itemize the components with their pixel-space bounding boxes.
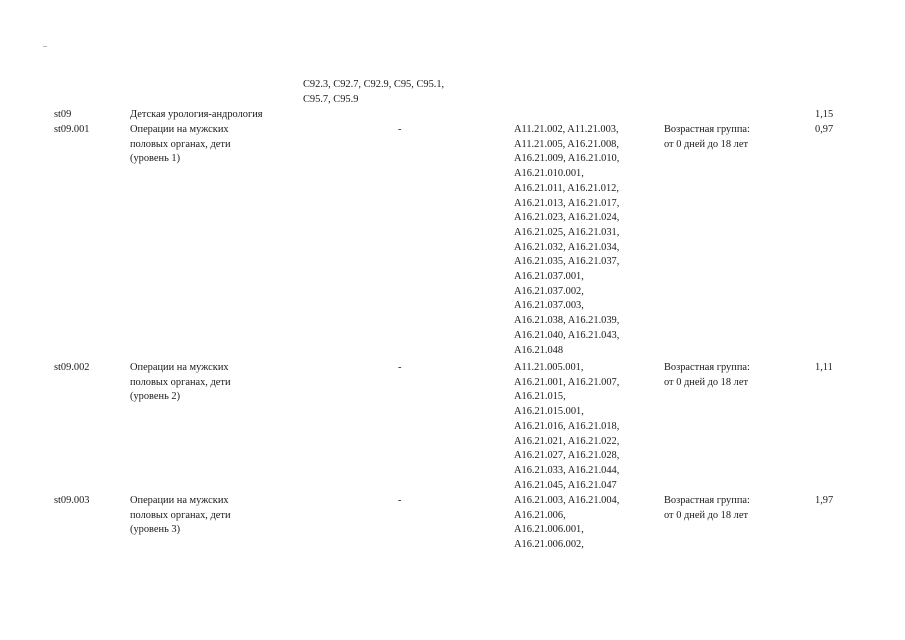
diagnosis-line: C95.7, C95.9 bbox=[303, 93, 359, 105]
row-name bbox=[130, 494, 231, 538]
criteria-line: от 0 дней до 18 лет bbox=[664, 376, 749, 388]
row-services bbox=[514, 123, 619, 358]
row-name-line: половых органах, дети bbox=[130, 138, 231, 150]
service-line: A16.21.010.001, bbox=[514, 168, 584, 180]
service-line: A16.21.003, A16.21.004, bbox=[514, 495, 620, 506]
row-code: st09.003 bbox=[54, 495, 90, 506]
row-code: st09.001 bbox=[54, 124, 90, 135]
row-name-line: половых органах, дети bbox=[130, 376, 231, 388]
row-name-line: (уровень 2) bbox=[130, 391, 181, 403]
service-line: A16.21.027, A16.21.028, bbox=[514, 450, 620, 462]
row-services bbox=[514, 494, 619, 553]
service-line: A16.21.040, A16.21.043, bbox=[514, 329, 620, 341]
service-line: A16.21.009, A16.21.010, bbox=[514, 153, 620, 165]
row-name bbox=[130, 361, 231, 405]
service-line: A16.21.021, A16.21.022, bbox=[514, 435, 620, 447]
service-line: A11.21.005.001, bbox=[514, 362, 584, 373]
row-name-line: Операции на мужских bbox=[130, 124, 229, 135]
service-line: A16.21.033, A16.21.044, bbox=[514, 464, 620, 476]
group-name: Детская урология-андрология bbox=[130, 109, 263, 120]
page-marker: .. bbox=[43, 40, 47, 49]
row-criteria bbox=[664, 123, 750, 152]
service-line: A16.21.006.002, bbox=[514, 539, 584, 551]
criteria-line: Возрастная группа: bbox=[664, 495, 750, 506]
service-line: A16.21.037.002, bbox=[514, 285, 584, 297]
service-line: A16.21.038, A16.21.039, bbox=[514, 315, 620, 327]
service-line: A16.21.023, A16.21.024, bbox=[514, 212, 620, 224]
service-line: A11.21.005, A16.21.008, bbox=[514, 138, 619, 150]
service-line: A16.21.035, A16.21.037, bbox=[514, 256, 620, 268]
service-line: A16.21.006, bbox=[514, 509, 566, 521]
service-line: A16.21.025, A16.21.031, bbox=[514, 226, 620, 238]
row-criteria bbox=[664, 494, 750, 523]
criteria-line: Возрастная группа: bbox=[664, 362, 750, 373]
row-diagnosis: - bbox=[398, 124, 402, 135]
group-coefficient: 1,15 bbox=[815, 109, 834, 120]
service-line: A16.21.015, bbox=[514, 391, 566, 403]
service-line: A11.21.002, A11.21.003, bbox=[514, 124, 619, 135]
row-name-line: половых органах, дети bbox=[130, 509, 231, 521]
criteria-line: Возрастная группа: bbox=[664, 124, 750, 135]
prev-diagnoses-cell bbox=[303, 78, 444, 107]
row-name-line: (уровень 1) bbox=[130, 153, 181, 165]
service-line: A16.21.001, A16.21.007, bbox=[514, 376, 620, 388]
service-line: A16.21.048 bbox=[514, 344, 564, 356]
service-line: A16.21.006.001, bbox=[514, 524, 584, 536]
row-name-line: (уровень 3) bbox=[130, 524, 181, 536]
row-services bbox=[514, 361, 619, 493]
service-line: A16.21.016, A16.21.018, bbox=[514, 420, 620, 432]
row-diagnosis: - bbox=[398, 495, 402, 506]
criteria-line: от 0 дней до 18 лет bbox=[664, 138, 749, 150]
row-diagnosis: - bbox=[398, 362, 402, 373]
criteria-line: от 0 дней до 18 лет bbox=[664, 509, 749, 521]
row-coefficient: 1,97 bbox=[815, 495, 834, 506]
row-coefficient: 1,11 bbox=[815, 362, 833, 373]
row-code: st09.002 bbox=[54, 362, 90, 373]
row-criteria bbox=[664, 361, 750, 390]
row-name-line: Операции на мужских bbox=[130, 495, 229, 506]
group-code: st09 bbox=[54, 109, 72, 120]
diagnosis-line: C92.3, C92.7, C92.9, C95, C95.1, bbox=[303, 79, 445, 90]
row-name-line: Операции на мужских bbox=[130, 362, 229, 373]
row-name bbox=[130, 123, 231, 167]
service-line: A16.21.013, A16.21.017, bbox=[514, 197, 620, 209]
service-line: A16.21.032, A16.21.034, bbox=[514, 241, 620, 253]
service-line: A16.21.045, A16.21.047 bbox=[514, 479, 617, 491]
service-line: A16.21.037.001, bbox=[514, 271, 584, 283]
service-line: A16.21.011, A16.21.012, bbox=[514, 182, 619, 194]
service-line: A16.21.015.001, bbox=[514, 406, 584, 418]
row-coefficient: 0,97 bbox=[815, 124, 834, 135]
service-line: A16.21.037.003, bbox=[514, 300, 584, 312]
